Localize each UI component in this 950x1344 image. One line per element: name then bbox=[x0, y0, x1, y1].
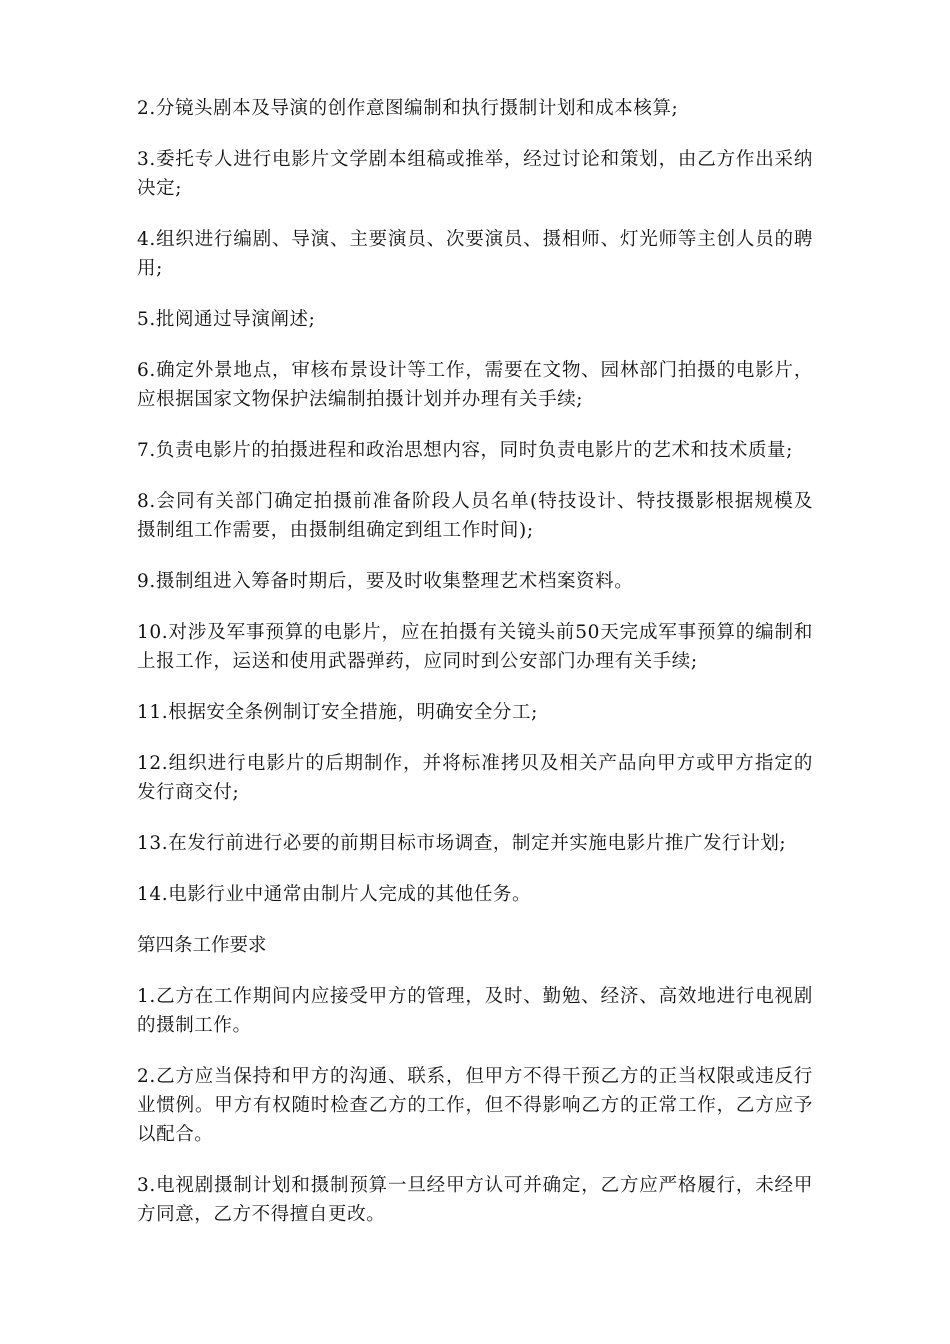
section-heading-article-4: 第四条工作要求 bbox=[137, 935, 267, 956]
paragraph-item-7: 7.负责电影片的拍摄进程和政治思想内容，同时负责电影片的艺术和技术质量; bbox=[137, 440, 793, 461]
paragraph-item-12: 12.组织进行电影片的后期制作，并将标准拷贝及相关产品向甲方或甲方指定的发行商交付; bbox=[137, 753, 813, 803]
requirement-item-3: 3.电视剧摄制计划和摄制预算一旦经甲方认可并确定，乙方应严格履行，未经甲方同意，乙方不得擅自更改。 bbox=[137, 1175, 813, 1225]
paragraph-item-2: 2.分镜头剧本及导演的创作意图编制和执行摄制计划和成本核算; bbox=[137, 98, 679, 119]
paragraph-item-11: 11.根据安全条例制订安全措施，明确安全分工; bbox=[137, 702, 538, 723]
requirement-item-1: 1.乙方在工作期间内应接受甲方的管理，及时、勤勉、经济、高效地进行电视剧的摄制工作。 bbox=[137, 986, 813, 1036]
paragraph-item-4: 4.组织进行编剧、导演、主要演员、次要演员、摄相师、灯光师等主创人员的聘用; bbox=[137, 229, 813, 279]
paragraph-item-3: 3.委托专人进行电影片文学剧本组稿或推举，经过讨论和策划，由乙方作出采纳决定; bbox=[137, 149, 813, 199]
paragraph-item-5: 5.批阅通过导演阐述; bbox=[137, 309, 316, 330]
paragraph-item-13: 13.在发行前进行必要的前期目标市场调查，制定并实施电影片推广发行计划; bbox=[137, 833, 787, 854]
paragraph-item-9: 9.摄制组进入筹备时期后，要及时收集整理艺术档案资料。 bbox=[137, 571, 634, 592]
paragraph-item-8: 8.会同有关部门确定拍摄前准备阶段人员名单(特技设计、特技摄影根据规模及摄制组工作需要，由摄制组确定到组工作时间); bbox=[137, 491, 813, 541]
document-page bbox=[137, 94, 813, 1251]
paragraph-item-6: 6.确定外景地点，审核布景设计等工作，需要在文物、园林部门拍摄的电影片，应根据国家文物保护法编制拍摄计划并办理有关手续; bbox=[137, 360, 813, 410]
paragraph-item-10: 10.对涉及军事预算的电影片，应在拍摄有关镜头前50天完成军事预算的编制和上报工作，运送和使用武器弹药，应同时到公安部门办理有关手续; bbox=[137, 622, 813, 672]
paragraph-item-14: 14.电影行业中通常由制片人完成的其他任务。 bbox=[137, 884, 532, 905]
requirement-item-2: 2.乙方应当保持和甲方的沟通、联系，但甲方不得干预乙方的正当权限或违反行业惯例。甲方有权随时检查乙方的工作，但不得影响乙方的正常工作，乙方应予以配合。 bbox=[137, 1066, 813, 1145]
